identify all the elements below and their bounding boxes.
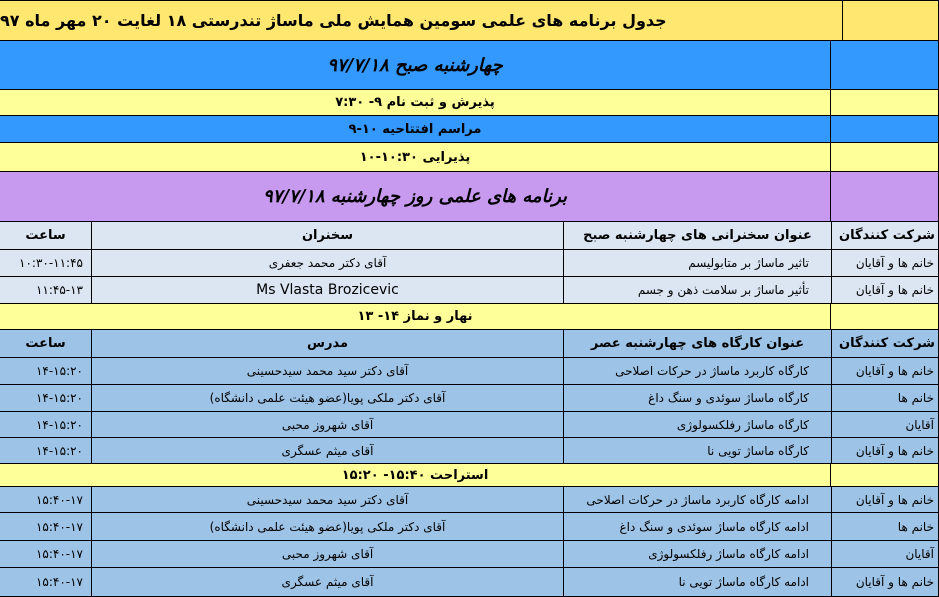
table-row xyxy=(0,358,939,385)
day-header: چهارشنبه صبح ۹۷/۷/۱۸ xyxy=(0,41,831,89)
title-cell: ادامه کارگاه ماساژ تویی نا xyxy=(564,568,832,596)
title-cell: کارگاه ماساژ تویی نا xyxy=(564,438,832,463)
morning-header-row xyxy=(0,222,939,250)
instructor-cell: آقای دکتر ملکی پویا(عضو هیئت علمی دانشگاه) xyxy=(92,513,564,540)
afternoon-header-row xyxy=(0,330,939,358)
participants-cell: خانم ها xyxy=(832,513,939,540)
participants-cell: خانم ها و آقایان xyxy=(832,250,939,276)
science-header-row xyxy=(0,172,939,222)
break-row xyxy=(0,464,939,487)
table-row xyxy=(0,277,939,304)
title-cell: کارگاه کاربرد ماساژ در حرکات اصلاحی xyxy=(564,358,832,384)
time-cell: ۱۴-۱۵:۲۰ xyxy=(0,385,92,411)
instructor-cell: آقای میثم عسگری xyxy=(92,568,564,596)
col-header-speaker: سخنران xyxy=(92,222,564,249)
table-row xyxy=(0,438,939,464)
table-row xyxy=(0,541,939,568)
participants-cell: آقایان xyxy=(832,412,939,437)
time-cell: ۱۰:۳۰-۱۱:۴۵ xyxy=(0,250,92,276)
time-cell: ۱۵:۴۰-۱۷ xyxy=(0,487,92,512)
time-cell: ۱۴-۱۵:۲۰ xyxy=(0,438,92,463)
time-cell: ۱۱:۴۵-۱۳ xyxy=(0,277,92,303)
time-cell: ۱۵:۴۰-۱۷ xyxy=(0,568,92,596)
table-row xyxy=(0,568,939,597)
col-header-instructor: مدرس xyxy=(92,330,564,357)
instructor-cell: آقای دکتر سید محمد سیدحسینی xyxy=(92,358,564,384)
title-cell: ادامه کارگاه کاربرد ماساژ در حرکات اصلاحی xyxy=(564,487,832,512)
lunch-text: نهار و نماز ۱۴- ۱۳ xyxy=(0,304,831,329)
participants-cell: خانم ها و آقایان xyxy=(832,487,939,512)
table-row xyxy=(0,487,939,513)
hospitality-text: پذیرایی ۱۰:۳۰-۱۰ xyxy=(0,143,831,171)
col-header-time: ساعت xyxy=(0,330,92,357)
title-cell: تأثیر ماساژ بر سلامت ذهن و جسم xyxy=(564,277,832,303)
participants-cell: خانم ها و آقایان xyxy=(832,438,939,463)
participants-cell: خانم ها و آقایان xyxy=(832,358,939,384)
instructor-cell: آقای دکتر سید محمد سیدحسینی xyxy=(92,487,564,512)
science-header: برنامه های علمی روز چهارشنبه ۹۷/۷/۱۸ xyxy=(0,172,831,221)
participants-cell: خانم ها و آقایان xyxy=(832,277,939,303)
participants-cell: خانم ها و آقایان xyxy=(832,568,939,596)
col-header-title: عنوان کارگاه های چهارشنبه عصر xyxy=(564,330,832,357)
speaker-cell: Ms Vlasta Brozicevic xyxy=(92,277,564,303)
table-row xyxy=(0,250,939,277)
lunch-row xyxy=(0,304,939,330)
table-row xyxy=(0,385,939,412)
col-header-participants: شرکت کنندگان xyxy=(832,330,939,357)
time-cell: ۱۵:۴۰-۱۷ xyxy=(0,541,92,567)
title-cell: کارگاه ماساژ رفلکسولوژی xyxy=(564,412,832,437)
time-cell: ۱۵:۴۰-۱۷ xyxy=(0,513,92,540)
speaker-cell: آقای دکتر محمد جعفری xyxy=(92,250,564,276)
reception-row xyxy=(0,90,939,116)
page-title: جدول برنامه های علمی سومین همایش ملی ماساژ تندرستی ۱۸ لغایت ۲۰ مهر ماه ۹۷ xyxy=(0,1,843,40)
col-header-title: عنوان سخنرانی های چهارشنبه صبح xyxy=(564,222,832,249)
title-cell: ادامه کارگاه ماساژ سوئدی و سنگ داغ xyxy=(564,513,832,540)
time-cell: ۱۴-۱۵:۲۰ xyxy=(0,358,92,384)
title-cell: تاثیر ماساژ بر متابولیسم xyxy=(564,250,832,276)
opening-text: مراسم افتتاحیه ۱۰-۹ xyxy=(0,116,831,142)
participants-cell: آقایان xyxy=(832,541,939,567)
day-header-row xyxy=(0,41,939,90)
instructor-cell: آقای میثم عسگری xyxy=(92,438,564,463)
table-row xyxy=(0,412,939,438)
instructor-cell: آقای دکتر ملکی پویا(عضو هیئت علمی دانشگاه) xyxy=(92,385,564,411)
table-row xyxy=(0,513,939,541)
opening-row xyxy=(0,116,939,143)
instructor-cell: آقای شهروز محبی xyxy=(92,412,564,437)
instructor-cell: آقای شهروز محبی xyxy=(92,541,564,567)
hospitality-row xyxy=(0,143,939,172)
break-text: استراحت ۱۵:۴۰- ۱۵:۲۰ xyxy=(0,464,831,486)
title-cell: کارگاه ماساژ سوئدی و سنگ داغ xyxy=(564,385,832,411)
time-cell: ۱۴-۱۵:۲۰ xyxy=(0,412,92,437)
participants-cell: خانم ها xyxy=(832,385,939,411)
title-cell: ادامه کارگاه ماساژ رفلکسولوژی xyxy=(564,541,832,567)
col-header-time: ساعت xyxy=(0,222,92,249)
title-row xyxy=(0,0,939,41)
col-header-participants: شرکت کنندگان xyxy=(832,222,939,249)
reception-text: پذیرش و ثبت نام ۹- ۷:۳۰ xyxy=(0,90,831,115)
